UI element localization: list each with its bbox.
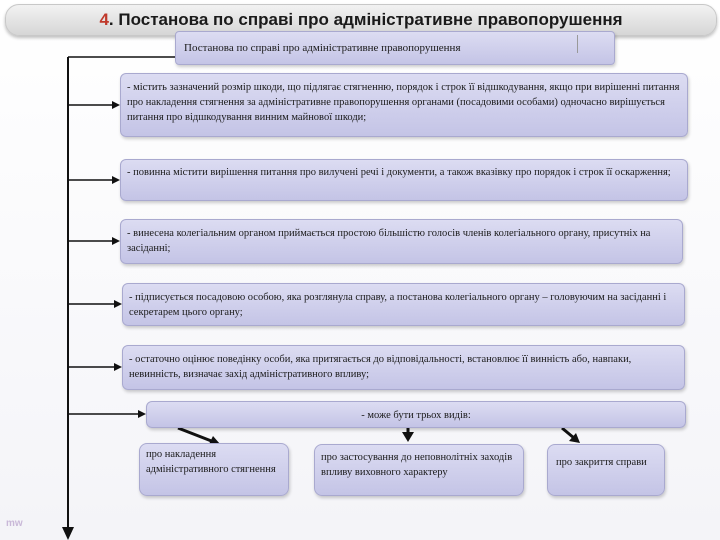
point-box-1: - містить зазначений розмір шкоди, що підлягає стягненню, порядок і строк її відшкодування, якщо при вирішенні питання про накладення стягнення за адміністративне правопорушення органами (посадовими особами) одночасно вирішується питання про відшкодування винним майнової шкоди; [120, 73, 688, 137]
watermark: mw [6, 518, 23, 529]
branch-arrowhead-middle [402, 432, 414, 442]
arrowhead-point-4 [114, 300, 122, 308]
branch-arrow-right [562, 428, 574, 438]
types-label-box: - може бути трьох видів: [146, 401, 686, 428]
title-text: . Постанова по справі про адміністративне правопорушення [108, 10, 623, 29]
point-box-3: - винесена колегіальним органом приймається простою більшістю голосів членів колегіального органу, присутніх на засіданні; [120, 219, 683, 264]
header-divider [577, 35, 578, 53]
type-box-juvenile-measures: про застосування до неповнолітніх заходів впливу виховного характеру [314, 444, 524, 496]
type-box-case-closure: про закриття справи [547, 444, 665, 496]
arrowhead-point-2 [112, 176, 120, 184]
arrowhead-point-3 [112, 237, 120, 245]
point-box-2: - повинна містити вирішення питання про вилучені речі і документи, а також вказівку про порядок і строк її оскарження; [120, 159, 688, 201]
arrowhead-point-1 [112, 101, 120, 109]
point-box-4: - підписується посадовою особою, яка розглянула справу, а постанова колегіального органу – головуючим на засіданні і секретарем цього органу; [122, 283, 685, 326]
arrowhead-point-6 [138, 410, 146, 418]
type-box-penalty: про накладення адміністративного стягнення [139, 443, 289, 496]
main-arrowhead-down [62, 527, 74, 540]
header-box: Постанова по справі про адміністративне правопорушення [175, 31, 615, 65]
point-box-5: - остаточно оцінює поведінку особи, яка притягається до відповідальності, встановлює її винність або, навпаки, невинність, визначає захід адміністративного впливу; [122, 345, 685, 390]
arrowhead-point-5 [114, 363, 122, 371]
slide-title [6, 10, 716, 30]
title-number: 4 [99, 10, 109, 29]
branch-arrow-left [178, 428, 214, 442]
